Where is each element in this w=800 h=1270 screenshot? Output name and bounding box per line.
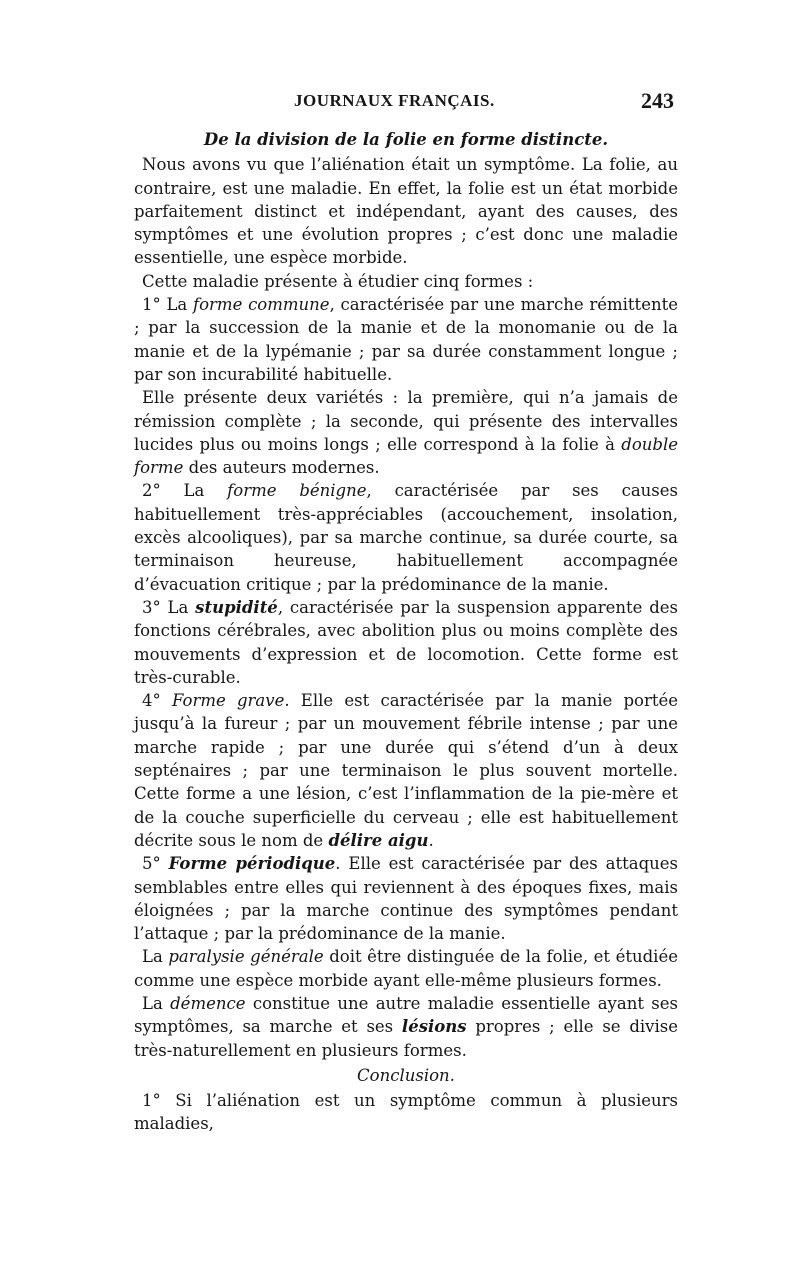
paragraph-text: constitue une autre maladie essentielle ayant ses symptômes, sa marche et ses [134,993,678,1037]
paragraph-varieties [134,386,678,479]
item-number: 2° La [142,481,228,501]
paragraph-text: Elle présente deux variétés : la première, qui n’a jamais de rémission complète ; la seconde, qui présente des intervalles lucides plus ou moins longs ; elle correspond à la folie à [134,388,678,454]
term-demence: démence [170,993,246,1013]
paragraph-text: . Elle est caractérisée par des attaques semblables entre elles qui reviennent à des époques fixes, mais éloignées ; par la marche continue des symptômes pendant l’attaque ; par la prédominance de la manie. [134,854,678,944]
paragraph-text: , caractérisée par la suspension apparente des fonctions cérébrales, avec abolition plus ou moins complète des mouvements d’expression et de locomotion. Cette forme est très-curable. [134,597,678,687]
item-number: 1° La [142,295,193,315]
paragraph-form-1 [134,293,678,386]
item-number: 4° [142,691,172,711]
paragraph-text: propres ; elle se divise très-naturellement en plusieurs formes. [134,1017,678,1060]
running-head: JOURNAUX FRANÇAIS. [294,91,495,110]
paragraph-form-2 [134,479,678,595]
term-forme-periodique: Forme périodique [168,854,336,874]
paragraph-text: La [142,947,169,967]
paragraph-intro: Nous avons vu que l’aliénation était un symptôme. La folie, au contraire, est une maladie. En effet, la folie est un état morbide parfaitement distinct et indépendant, ayant des causes, des symptômes et une évolution propres ; c’est donc une maladie essentielle, une espèce morbide. [134,155,678,268]
term-double-forme: double forme [134,434,678,478]
paragraph-text: , caractérisée par une marche rémittente ; par la succession de la manie et de la monomanie ou de la manie et de la lypémanie ; par sa durée constamment longue ; par son incurabilité habituelle. [134,295,678,384]
paragraph-text: . Elle est caractérisée par la manie portée jusqu’à la fureur ; par un mouvement fébrile intense ; par une marche rapide ; par une durée qui s’étend d’un à deux septénaires ; par une terminaison le plus souvent mortelle. Cette forme a une lésion, c’est l’inflammation de la pie-mère et de la couche superficielle du cerveau ; elle est habituellement décrite sous le nom de [134,691,678,850]
paragraph-form-5 [134,852,678,945]
paragraph-text: La [142,993,171,1013]
paragraph-five-forms: Cette maladie présente à étudier cinq formes : [142,271,534,291]
term-forme-benigne: forme bénigne [227,481,367,501]
paragraph-demence [134,992,678,1062]
section-title: De la division de la folie en forme distincte. [203,130,609,149]
paragraph-conclusion-1: 1° Si l’aliénation est un symptôme commun à plusieurs maladies, [134,1091,678,1134]
paragraph-text: doit être distinguée de la folie, et étudiée comme une espèce morbide ayant elle-même plusieurs formes. [134,947,678,990]
paragraph-form-3 [134,596,678,689]
page-header [134,88,674,121]
term-paralysie-generale: paralysie générale [168,947,324,967]
term-stupidite: stupidité [195,597,278,617]
body-text [134,128,678,1136]
term-forme-grave: Forme grave [171,691,285,711]
paragraph-text: des auteurs modernes. [183,458,380,478]
term-delire-aigu: délire aigu [328,830,429,850]
paragraph-form-4 [134,689,678,852]
page-number: 243 [641,88,674,113]
term-forme-commune: forme commune [193,295,330,315]
paragraph-text: , caractérisée par ses causes habituellement très-appréciables (accouchement, insolation, excès alcooliques), par sa marche continue, sa durée courte, sa terminaison heureuse, habituellement accompagnée d’évacuation critique ; par la prédominance de la manie. [134,481,678,594]
term-lesions: lésions [401,1017,467,1037]
item-number: 3° La [142,597,196,617]
item-number: 5° [142,854,169,874]
paragraph-text: . [428,830,434,850]
conclusion-title: Conclusion. [357,1065,455,1085]
paragraph-paralysie [134,945,678,992]
